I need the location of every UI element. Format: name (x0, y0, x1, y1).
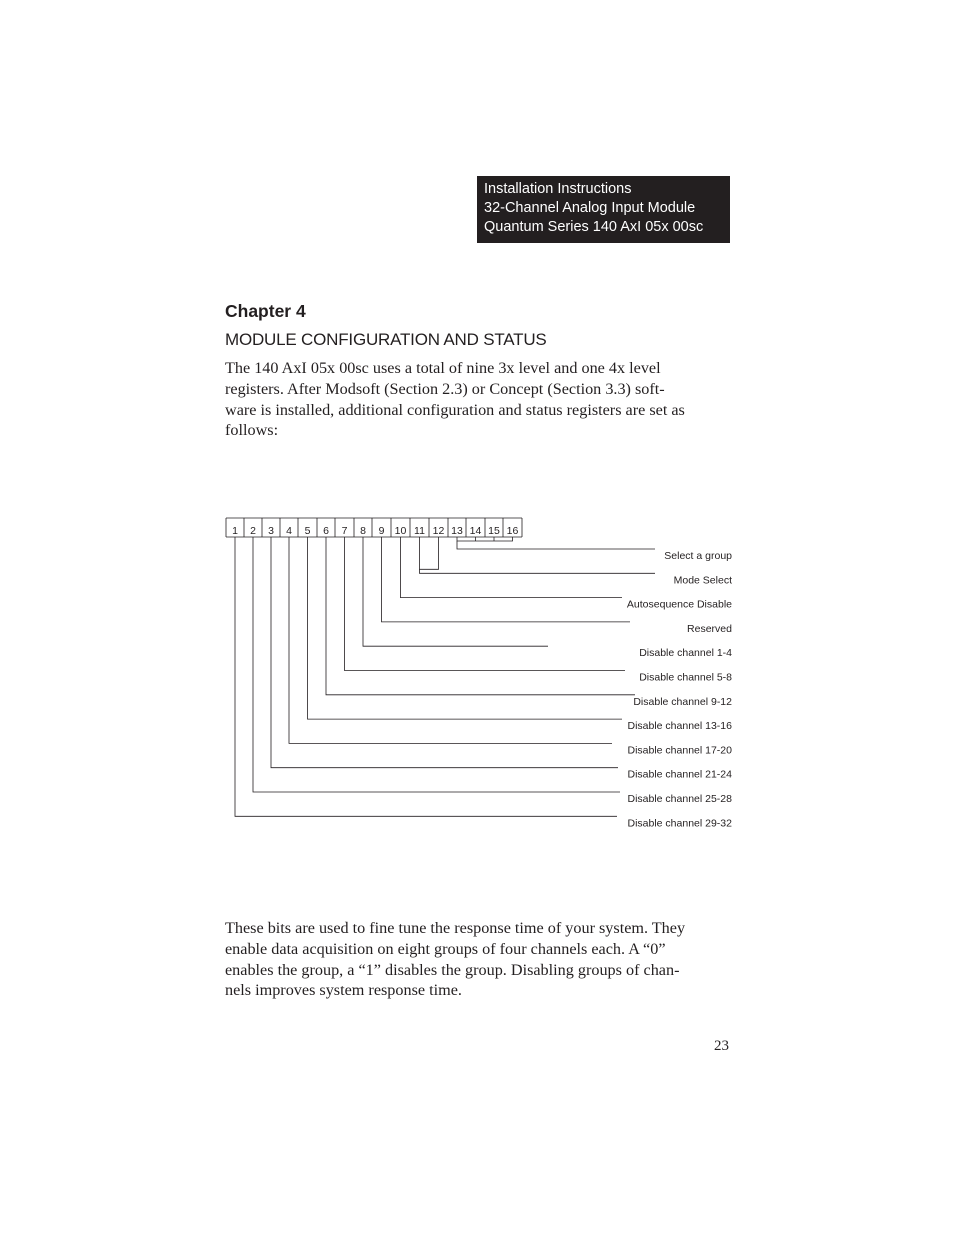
section-title: MODULE CONFIGURATION AND STATUS (225, 330, 547, 349)
bit-leader-line (420, 569, 656, 573)
bit-field-label: Disable channel 1-4 (639, 647, 732, 660)
bit-leader-line (253, 537, 620, 792)
page-number: 23 (714, 1038, 729, 1054)
register-bit-number: 5 (304, 525, 311, 537)
bit-leader-line (382, 537, 631, 622)
paragraph-line: registers. After Modsoft (Section 2.3) or Concept (Section 3.3) soft- (225, 379, 665, 398)
header-line: 32-Channel Analog Input Module (484, 200, 696, 216)
select-group-bracket (457, 537, 513, 541)
register-bit-number: 9 (378, 525, 385, 537)
register-bit-number: 3 (268, 525, 274, 537)
bit-field-label: Reserved (687, 622, 732, 635)
bit-field-label: Disable channel 21-24 (627, 768, 732, 781)
register-bit-number: 14 (469, 525, 482, 537)
bit-leader-line (457, 541, 655, 549)
header-line: Quantum Series 140 AxI 05x 00sc (484, 219, 704, 235)
register-bit-number: 13 (451, 525, 463, 537)
register-bit-number: 1 (232, 525, 238, 537)
bit-field-label: Select a group (664, 550, 732, 562)
paragraph-line: nels improves system response time. (225, 981, 462, 1000)
bit-field-label: Disable channel 5-8 (639, 671, 732, 684)
register-bit-number: 4 (286, 525, 292, 537)
register-bit-number: 12 (432, 525, 445, 537)
chapter-heading: Chapter 4 (225, 301, 306, 321)
register-bit-number: 10 (394, 525, 407, 537)
body-paragraph (225, 918, 735, 1001)
bit-field-label: Disable channel 17-20 (627, 744, 732, 757)
bit-leader-line (308, 537, 623, 719)
bit-leader-line (271, 537, 618, 768)
bit-leader-line (289, 537, 612, 743)
bit-leader-line (401, 537, 623, 598)
bit-leader-line (345, 537, 626, 671)
register-bit-number: 7 (341, 525, 348, 537)
bit-field-label: Autosequence Disable (626, 598, 732, 611)
paragraph-line: follows: (225, 421, 279, 440)
bit-leader-line (326, 537, 635, 695)
register-bit-number: 15 (488, 525, 500, 537)
register-bit-number: 16 (506, 525, 519, 537)
bit-field-label: Disable channel 13-16 (627, 720, 732, 733)
paragraph-line: The 140 AxI 05x 00sc uses a total of nine 3x level and one 4x level (225, 359, 661, 377)
bit-field-label: Disable channel 25-28 (627, 793, 732, 805)
mode-select-bracket (420, 537, 439, 569)
bit-leader-line (235, 537, 617, 816)
register-bit-number: 6 (323, 525, 329, 537)
bit-leader-line (363, 537, 548, 646)
paragraph-line: These bits are used to fine tune the response time of your system. They (225, 919, 686, 937)
register-bit-number: 8 (360, 525, 366, 537)
bit-field-label: Disable channel 9-12 (633, 695, 732, 708)
register-bit-number: 11 (414, 525, 425, 537)
register-bit-number: 2 (250, 525, 256, 537)
paragraph-line: enables the group, a “1” disables the group. Disabling groups of chan- (225, 960, 680, 979)
paragraph-line: ware is installed, additional configuration and status registers are set as (225, 400, 685, 419)
bit-field-label: Mode Select (673, 574, 732, 587)
paragraph-line: enable data acquisition on eight groups of four channels each. A “0” (225, 939, 666, 958)
bit-field-label: Disable channel 29-32 (627, 817, 732, 830)
header-line: Installation Instructions (484, 181, 632, 197)
